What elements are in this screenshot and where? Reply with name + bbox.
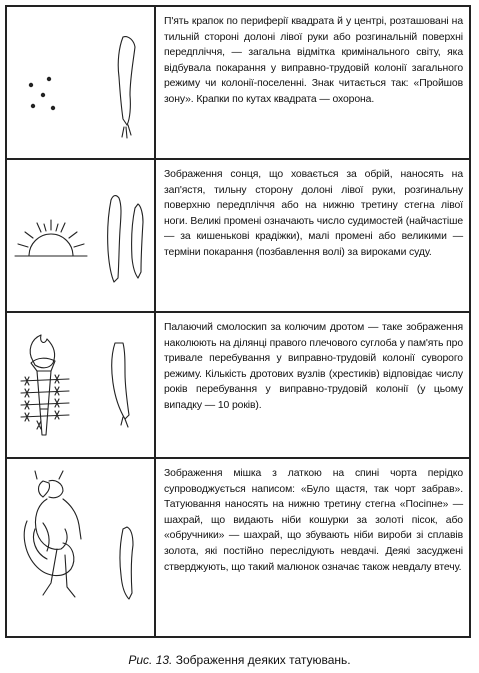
figure-caption	[0, 653, 479, 667]
table-row	[7, 457, 469, 636]
sunset-tattoo-description: Зображення сонця, що ховається за обрій, наносять на зап'ястя, тильну сторону долоні лівої руки, розгинальну поверхню передпліччя або на нижню третину стегна лівої ноги. Великі промені означають число судимостей (найчастіше — за кишенькові крадіжки), малі промені або великими — терміни покарання (позбавлення волі) за вироками суду.	[164, 169, 463, 258]
table-row	[7, 7, 469, 158]
table-row	[7, 311, 469, 457]
torch-tattoo-illustration	[7, 313, 156, 457]
devil-tattoo-illustration	[7, 459, 156, 636]
sunset-tattoo-illustration	[7, 160, 156, 311]
tattoo-table	[5, 5, 471, 638]
dots-tattoo-description: П'ять крапок по периферії квадрата й у центрі, розташовані на тильній стороні долоні лівої руки або розгинальній поверхні передпліччя, — загальна відмітка кримінального світу, яка відбувала покарання у виправно-трудовій колонії загального режиму чи колонії-поселенні. Знак читається так: «Пройшов зону». Крапки по кутах квадрата — охорона.	[164, 16, 463, 105]
figure-caption-text: Зображення деяких татуювань.	[175, 653, 351, 667]
torch-tattoo-description: Палаючий смолоскип за колючим дротом — таке зображення наколюють на ділянці правого плечового суглоба у пам'ять про тривале перебування у виправно-трудовій колонії суворого режиму. Кількість дротових вузлів (хрестиків) відповідає числу років перебування у виправно-трудовій колонії (у цьому випадку — 10 років).	[164, 322, 463, 411]
figure-number: Рис. 13.	[128, 653, 173, 667]
table-row	[7, 158, 469, 311]
dots-tattoo-illustration	[7, 7, 156, 158]
devil-tattoo-description: Зображення мішка з латкою на спині чорта перідко супроводжується написом: «Було щастя, так чорт забрав». Татуювання наносять на нижню третину стегна «Посіпне» — шахрай, що видають ніби кошурки за золоті пісок, або «обручники» — шахрай, що збувають ніби вироби зі сплавів золота, які постійно переслідують невдачі. Деякі засуджені стверджують, що такий малюнок означає також невдалу втечу.	[164, 468, 463, 573]
